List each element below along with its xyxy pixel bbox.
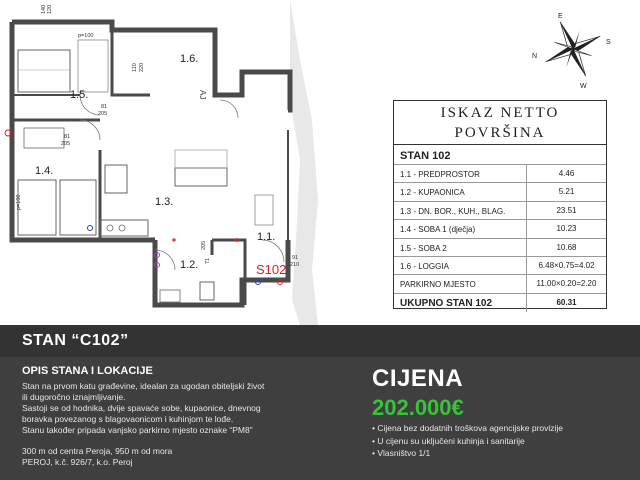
sofa — [175, 168, 227, 186]
label-room-1-2: 1.2. — [180, 259, 199, 271]
dim-110: 110 — [132, 63, 138, 72]
dining-table — [105, 165, 127, 193]
area-table-rows — [394, 147, 606, 312]
dim-81-a: 81 — [101, 104, 108, 110]
compass-e: N — [532, 53, 538, 60]
price-notes — [372, 422, 563, 460]
label-room-1-3: 1.3. — [155, 196, 174, 208]
washbasin — [160, 290, 180, 302]
label-room-1-5: 1.5. — [70, 89, 89, 101]
dim-top-b: 120 — [47, 4, 53, 14]
compass-s: S — [606, 39, 611, 46]
dim-210: 210 — [290, 262, 300, 268]
description-heading: OPIS STANA I LOKACIJE — [22, 365, 153, 377]
list-item: • U cijenu su uključeni kuhinja i sanitarije — [372, 435, 563, 448]
price-heading: CIJENA — [372, 365, 464, 392]
table-row: 1.6 - LOGGIA 6.48×0.75=4.02 — [394, 257, 606, 275]
area-table — [393, 100, 607, 309]
description-line: ili dugoročno iznajmljivanje. — [22, 392, 126, 402]
description-line: Stanu također pripada vanjsko parkirno mjesto oznake “PM8” — [22, 425, 253, 435]
dim-p100: p=100 — [78, 33, 94, 39]
table-row: 1.2 - KUPAONICA 5.21 — [394, 183, 606, 201]
compass-w: W — [580, 83, 587, 90]
total-value: 60.31 — [526, 294, 606, 312]
label-room-1-6: 1.6. — [180, 53, 199, 65]
dim-205-c: 205 — [201, 240, 207, 250]
dim-top-a: 140 — [41, 4, 47, 14]
list-item: • Vlasništvo 1/1 — [372, 447, 563, 460]
area-table-title: ISKAZ NETTO POVRŠINA — [394, 101, 606, 145]
dim-91: 91 — [292, 255, 299, 261]
apartment-tag: S102 — [256, 262, 287, 277]
area-table-apartment-row — [394, 147, 606, 165]
bathtub — [200, 282, 214, 300]
table-row: 1.1 - PREDPROSTOR 4.46 — [394, 165, 606, 183]
location-line: PEROJ, k.č. 926/7, k.o. Peroj — [22, 457, 133, 467]
apartment-name-bar — [0, 325, 640, 357]
desk-room-1-4 — [24, 128, 64, 148]
table-row: 1.5 - SOBA 2 10.68 — [394, 239, 606, 257]
dim-71: 71 — [205, 257, 211, 264]
list-item: • Cijena bez dodatnih troškova agencijske provizije — [372, 422, 563, 435]
compass-n: E — [558, 13, 563, 20]
label-room-1-1: 1.1. — [257, 231, 276, 243]
bed-room-1-4 — [18, 180, 56, 235]
table-row: PARKIRNO MJESTO 11.00×0.20=2.20 — [394, 275, 606, 293]
walls — [12, 22, 290, 305]
dim-205-a: 205 — [98, 111, 108, 117]
bed2-room-1-4 — [60, 180, 96, 235]
utility-markers — [5, 130, 283, 285]
bed-room-1-5 — [18, 50, 70, 92]
area-table-apartment-label: STAN 102 — [400, 150, 451, 162]
dim-81-b: 81 — [64, 134, 71, 140]
table-row: 1.4 - SOBA 1 (dječja) 10.23 — [394, 220, 606, 238]
description-line: Sastoji se od hodnika, dvije spavaće sobe, kupaonice, dnevnog — [22, 403, 261, 413]
description-line: Stan na prvom katu građevine, idealan za ugodan obiteljski život — [22, 381, 265, 391]
price-value: 202.000€ — [372, 395, 464, 420]
door-swings — [80, 95, 284, 270]
table-row: 1.3 - DN. BOR., KUH., BLAG. 23.51 — [394, 202, 606, 220]
total-label: UKUPNO STAN 102 — [400, 297, 493, 309]
info-panel — [0, 325, 640, 480]
hall-closet — [255, 195, 273, 225]
dim-205-b: 205 — [61, 141, 71, 147]
dim-220: 220 — [139, 62, 145, 72]
aj-mark: AJ — [198, 90, 207, 100]
compass-rose-icon — [528, 8, 618, 90]
apartment-name: STAN “C102” — [22, 332, 129, 349]
label-room-1-4: 1.4. — [35, 165, 54, 177]
description-line: boravka povezanog s blagovaonicom i kuhinjom te lođe. — [22, 414, 234, 424]
dim-p100-side: p=100 — [16, 194, 22, 210]
floor-plan-drawing — [0, 0, 390, 325]
location-line: 300 m od centra Peroja, 950 m od mora — [22, 446, 173, 456]
wardrobe-room-1-5 — [78, 40, 108, 92]
area-table-total-row — [394, 294, 606, 312]
